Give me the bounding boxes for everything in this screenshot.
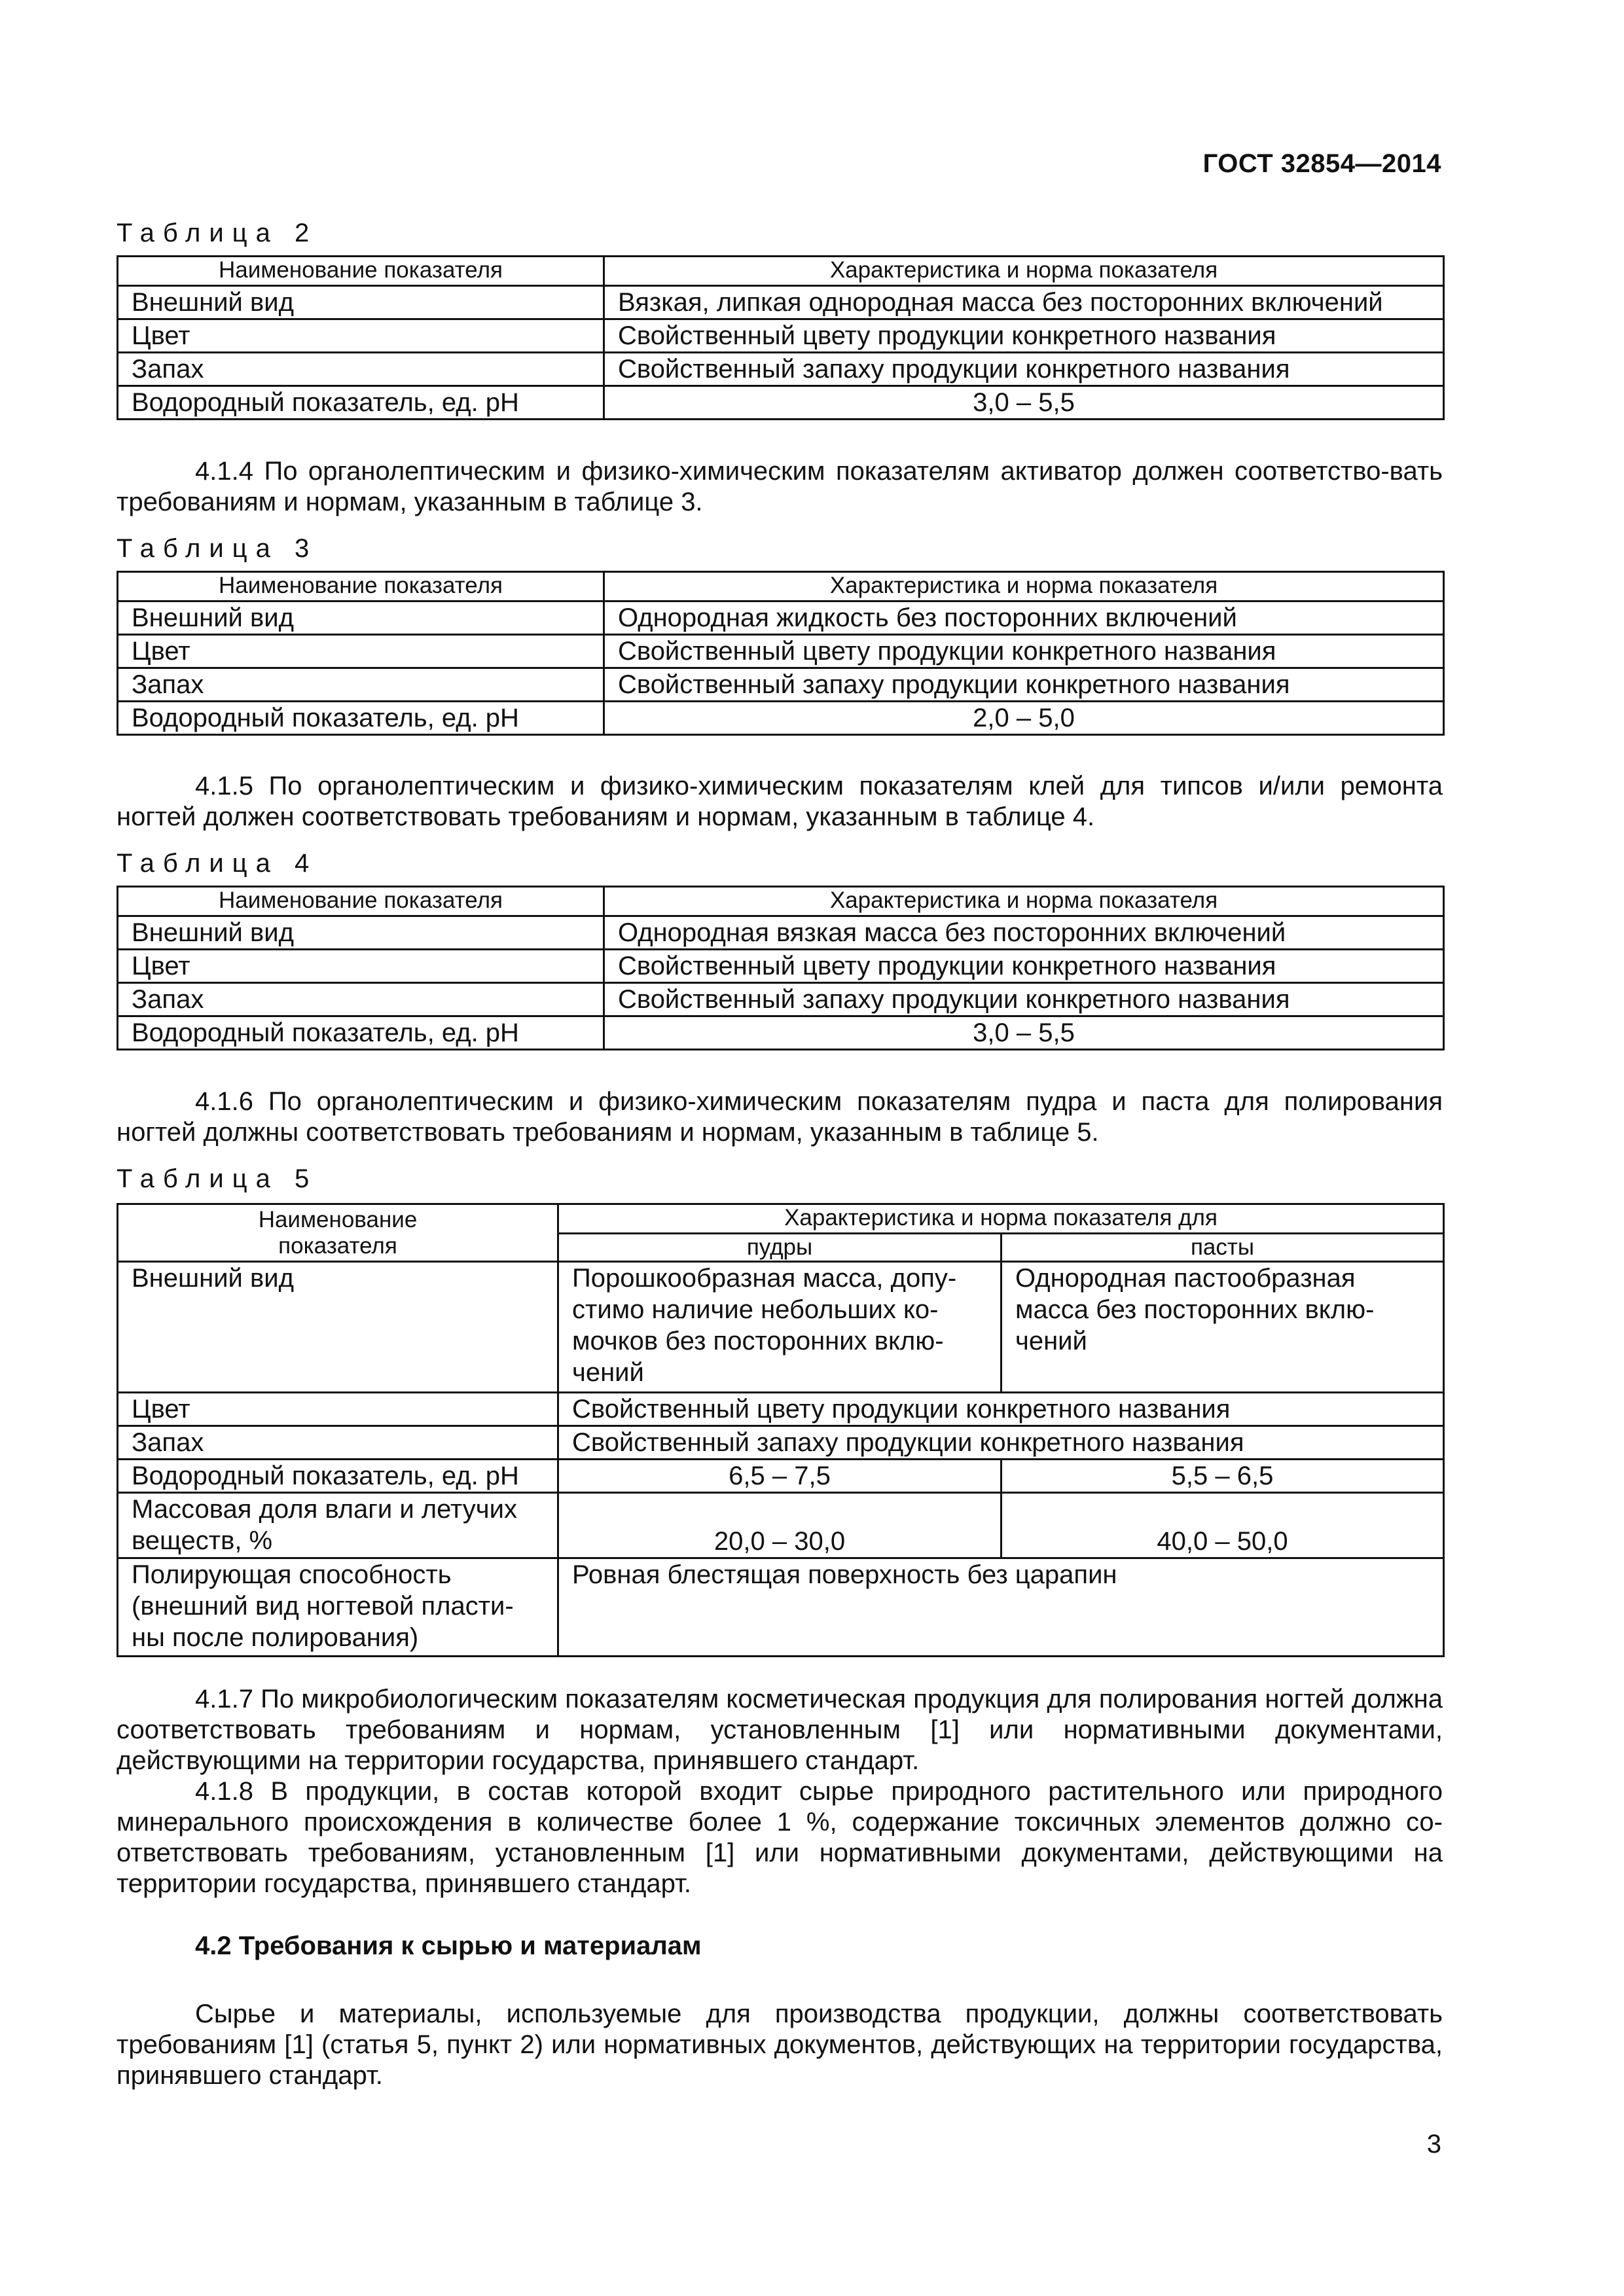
table-cell: Цвет [118,950,604,983]
table-row [118,286,1444,319]
table-cell: Свойственный цвету продукции конкретного названия [604,950,1444,983]
table-cell: Ровная блестящая поверхность без царапин [558,1558,1444,1657]
paragraph-4-1-4: 4.1.4 По органолептическим и физико-химическим показателям активатор должен соответство-вать требованиям и нормам, указанным в таблице 3. [117,457,1443,516]
table-header-cell: Характеристика и норма показателя для [558,1204,1444,1234]
table-header-cell: Наименование показателя [118,572,604,601]
table-5-caption: Таблица 5 [117,1164,318,1193]
table-cell: Однородная жидкость без посторонних включений [604,601,1444,635]
table-cell: 5,5 – 6,5 [1001,1460,1444,1493]
table-cell: 2,0 – 5,0 [604,702,1444,735]
table-row [118,983,1444,1016]
table-row [118,1426,1444,1460]
table-cell: Внешний вид [118,1262,558,1393]
table-row [118,1460,1444,1493]
table-header-cell: Характеристика и норма показателя [604,887,1444,916]
table-cell: Свойственный цвету продукции конкретного названия [604,635,1444,668]
paragraph-4-1-5: 4.1.5 По органолептическим и физико-химическим показателям клей для типсов и/или ремонта ногтей должен соответствовать требованиям и нормам, указанным в таблице 4. [117,772,1443,831]
table-cell: Запах [118,983,604,1016]
table-header-cell: пасты [1001,1234,1444,1262]
table-cell: 20,0 – 30,0 [558,1493,1001,1558]
table-cell: Порошкообразная масса, допу- стимо наличие небольших ко- мочков без посторонних вклю- чений [558,1262,1001,1393]
table-cell: Запах [118,668,604,702]
table-5 [117,1203,1445,1657]
table-header-cell: Характеристика и норма показателя [604,572,1444,601]
table-row [118,601,1444,635]
table-cell: Свойственный цвету продукции конкретного названия [604,319,1444,353]
table-4 [117,886,1445,1050]
table-cell: Внешний вид [118,601,604,635]
table-header-cell: Характеристика и норма показателя [604,257,1444,286]
table-cell: Внешний вид [118,916,604,950]
table-cell: Свойственный запаху продукции конкретного названия [604,668,1444,702]
page-number: 3 [1426,2130,1441,2159]
table-row [118,950,1444,983]
table-3 [117,571,1445,736]
table-cell: 6,5 – 7,5 [558,1460,1001,1493]
section-heading-4-2: 4.2 Требования к сырью и материалам [195,1931,702,1960]
paragraph-4-1-7: 4.1.7 По микробиологическим показателям косметическая продукция для полирования ногтей должна соответствовать требованиям и нормам, установленным [1] или нормативными документами, действующими на территории государства, принявшего стандарт. [117,1685,1443,1775]
table-header-cell: Наименование показателя [118,1204,558,1262]
table-cell: Водородный показатель, ед. pH [118,386,604,420]
table-row [118,1016,1444,1050]
table-row [118,1393,1444,1426]
table-row [118,1262,1444,1393]
paragraph-4-1-6: 4.1.6 По органолептическим и физико-химическим показателям пудра и паста для полирования ногтей должны соответствовать требованиям и нормам, указанным в таблице 5. [117,1087,1443,1147]
table-2-caption: Таблица 2 [117,219,318,247]
table-2 [117,255,1445,420]
table-header-cell: Наименование показателя [118,887,604,916]
table-cell: Свойственный запаху продукции конкретного названия [604,353,1444,386]
table-4-caption: Таблица 4 [117,849,318,878]
table-row [118,702,1444,735]
table-row [118,916,1444,950]
table-cell: Свойственный запаху продукции конкретного названия [558,1426,1444,1460]
table-cell: Внешний вид [118,286,604,319]
table-cell: Вязкая, липкая однородная масса без посторонних включений [604,286,1444,319]
table-row [118,668,1444,702]
table-cell: 40,0 – 50,0 [1001,1493,1444,1558]
table-cell: Водородный показатель, ед. pH [118,1016,604,1050]
table-cell: Однородная вязкая масса без посторонних включений [604,916,1444,950]
table-cell: Однородная пастообразная масса без посторонних вклю- чений [1001,1262,1444,1393]
paragraph-4-2: Сырье и материалы, используемые для производства продукции, должны соответствовать требованиям [1] (статья 5, пункт 2) или нормативных документов, действующих на территории государства, принявшего стандарт. [117,2000,1443,2090]
table-cell: 3,0 – 5,5 [604,386,1444,420]
table-cell: Свойственный цвету продукции конкретного названия [558,1393,1444,1426]
table-cell: 3,0 – 5,5 [604,1016,1444,1050]
table-cell: Запах [118,353,604,386]
table-cell: Запах [118,1426,558,1460]
table-cell: Массовая доля влаги и летучих веществ, % [118,1493,558,1558]
table-cell: Водородный показатель, ед. pH [118,702,604,735]
table-header-cell: Наименование показателя [118,257,604,286]
table-row [118,1558,1444,1657]
table-cell: Цвет [118,1393,558,1426]
table-row [118,319,1444,353]
table-cell: Цвет [118,319,604,353]
table-row [118,386,1444,420]
table-3-caption: Таблица 3 [117,534,318,563]
standard-code: ГОСТ 32854—2014 [1202,149,1441,178]
table-cell: Свойственный запаху продукции конкретного названия [604,983,1444,1016]
table-cell: Водородный показатель, ед. pH [118,1460,558,1493]
paragraph-4-1-8: 4.1.8 В продукции, в состав которой входит сырье природного растительного или природного минерального происхождения в количестве более 1 %, содержание токсичных элементов должно со-ответствовать требованиям, установленным [1] или нормативными документами, действующими на территории государства, принявшего стандарт. [117,1777,1443,1898]
table-cell: Полирующая способность (внешний вид ногтевой пласти- ны после полирования) [118,1558,558,1657]
table-cell: Цвет [118,635,604,668]
table-row [118,353,1444,386]
table-row [118,635,1444,668]
table-row [118,1493,1444,1558]
table-header-cell: пудры [558,1234,1001,1262]
